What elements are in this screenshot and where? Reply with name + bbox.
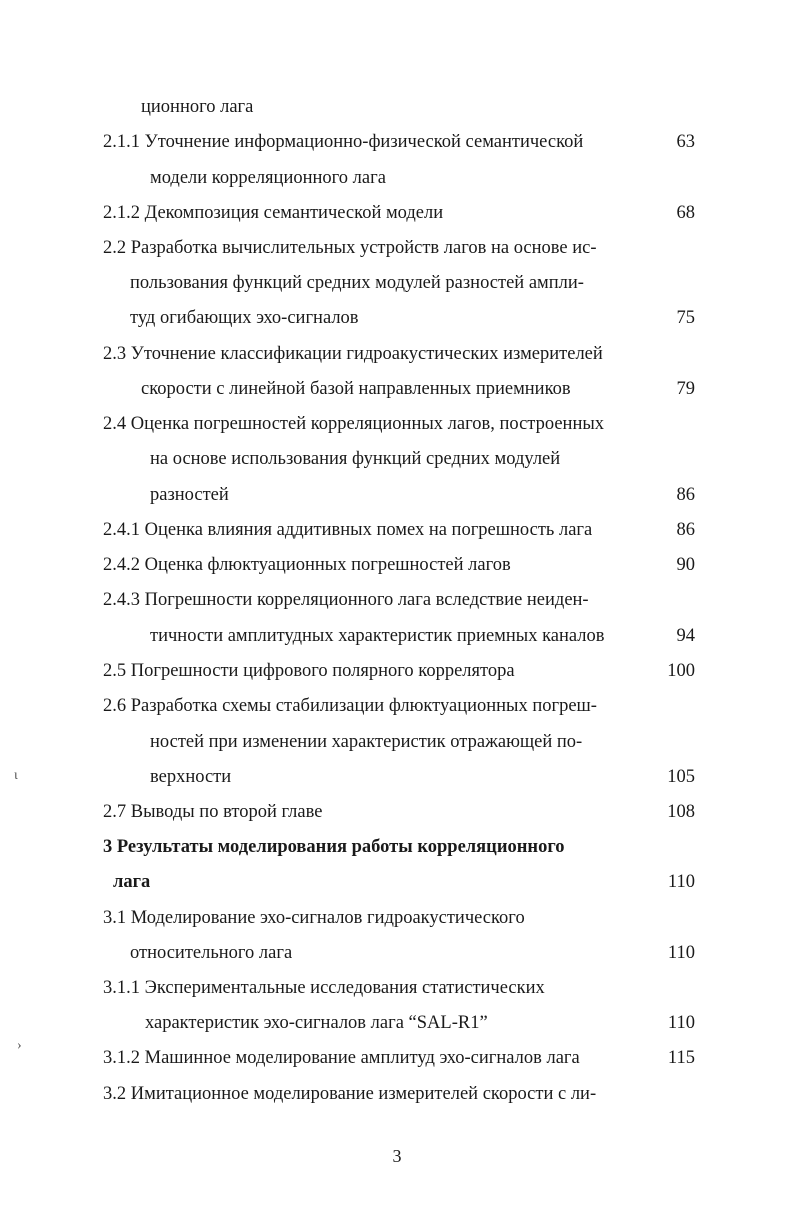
toc-line: тичности амплитудных характеристик приемных каналов <box>150 626 605 646</box>
toc-page-number: 86 <box>676 520 695 540</box>
toc-line: скорости с линейной базой направленных приемников <box>141 379 571 399</box>
toc-line: 3.1 Моделирование эхо-сигналов гидроакустического <box>103 908 525 928</box>
toc-page-number: 108 <box>667 802 695 822</box>
toc-line: модели корреляционного лага <box>150 168 386 188</box>
toc-line: ностей при изменении характеристик отражающей по- <box>150 732 583 752</box>
toc-line: 2.7 Выводы по второй главе <box>103 802 323 822</box>
toc-chapter-heading: лага <box>113 872 151 892</box>
toc-page-number: 86 <box>676 485 695 505</box>
toc-page-number: 63 <box>676 132 695 152</box>
scan-artifact: ɩ <box>14 768 18 783</box>
toc-line: характеристик эхо-сигналов лага “SAL-R1” <box>145 1013 488 1033</box>
toc-page-number: 110 <box>667 872 695 892</box>
toc-page-number: 100 <box>667 661 695 681</box>
page-number-footer: 3 <box>392 1146 402 1166</box>
toc-line: 2.1.2 Декомпозиция семантической модели <box>103 203 444 223</box>
toc-line: ционного лага <box>141 97 254 117</box>
toc-page-number: 75 <box>676 308 695 328</box>
toc-line: 2.4.3 Погрешности корреляционного лага вследствие неиден- <box>103 590 589 610</box>
toc-line: 2.4 Оценка погрешностей корреляционных лагов, построенных <box>103 414 605 434</box>
toc-page-number: 79 <box>676 379 695 399</box>
toc-page-number: 90 <box>676 555 695 575</box>
toc-line: 3.1.1 Экспериментальные исследования статистических <box>103 978 545 998</box>
toc-page-number: 110 <box>667 943 695 963</box>
toc-page-number: 115 <box>667 1048 695 1068</box>
toc-line: 2.4.1 Оценка влияния аддитивных помех на погрешность лага <box>103 520 593 540</box>
toc-line: 2.5 Погрешности цифрового полярного коррелятора <box>103 661 515 681</box>
toc-chapter-heading: 3 Результаты моделирования работы корреляционного <box>103 837 565 857</box>
toc-line: 2.6 Разработка схемы стабилизации флюктуационных погреш- <box>103 696 597 716</box>
toc-line: верхности <box>150 767 232 787</box>
toc-line: 3.2 Имитационное моделирование измерителей скорости с ли- <box>103 1084 597 1104</box>
toc-line: разностей <box>150 485 229 505</box>
toc-line: 3.1.2 Машинное моделирование амплитуд эхо-сигналов лага <box>103 1048 580 1068</box>
scan-artifact: › <box>17 1038 22 1053</box>
toc-page-number: 94 <box>676 626 695 646</box>
toc-line: 2.3 Уточнение классификации гидроакустических измерителей <box>103 344 603 364</box>
toc-page-number: 68 <box>676 203 695 223</box>
toc-page-number: 105 <box>667 767 695 787</box>
toc-line: 2.4.2 Оценка флюктуационных погрешностей лагов <box>103 555 511 575</box>
toc-line: относительного лага <box>130 943 293 963</box>
toc-line: 2.1.1 Уточнение информационно-физической семантической <box>103 132 584 152</box>
toc-line: пользования функций средних модулей разностей ампли- <box>130 273 584 293</box>
toc-line: туд огибающих эхо-сигналов <box>130 308 359 328</box>
toc-line: на основе использования функций средних модулей <box>150 449 561 469</box>
toc-page-number: 110 <box>667 1013 695 1033</box>
toc-line: 2.2 Разработка вычислительных устройств лагов на основе ис- <box>103 238 597 258</box>
